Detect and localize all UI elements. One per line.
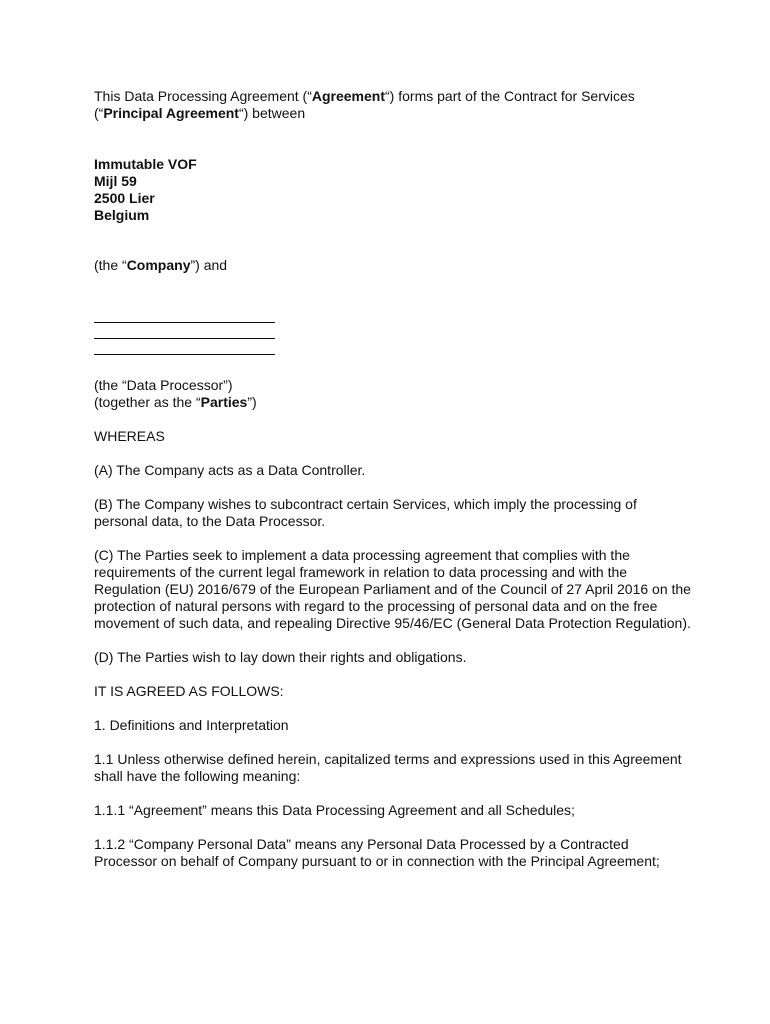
agreed-heading: IT IS AGREED AS FOLLOWS: [94, 683, 284, 699]
agreement-term: Agreement [311, 88, 386, 104]
clause-1-1-1: 1.1.1 “Agreement” means this Data Processing Agreement and all Schedules; [94, 802, 575, 818]
company-country: Belgium [94, 207, 150, 223]
recital-b: (B) The Company wishes to subcontract certain Services, which imply the processing of personal data, to the Data Processor. [94, 496, 637, 529]
company-term: Company [126, 257, 191, 273]
parties-term: Parties [200, 394, 248, 410]
company-city: 2500 Lier [94, 190, 155, 206]
recital-c: (C) The Parties seek to implement a data processing agreement that complies with the requirements of the current legal framework in relation to data processing and with the Regulation (EU) 2016/679 of the European Parliament and of the Council of 27 April 2016 on the protection of natural persons with regard to the processing of personal data and on the free movement of such data, and repealing Directive 95/46/EC (General Data Protection Regulation). [94, 547, 691, 631]
processor-reference: (the “Data Processor”) [94, 377, 233, 393]
processor-blank-lines [94, 307, 694, 355]
clause-1-1: 1.1 Unless otherwise defined herein, capitalized terms and expressions used in this Agreement shall have the following meaning: [94, 751, 682, 784]
principal-agreement-term: Principal Agreement [103, 105, 239, 121]
whereas-heading: WHEREAS [94, 428, 165, 444]
section-1-heading: 1. Definitions and Interpretation [94, 717, 289, 733]
company-reference: (the “Company”) and [94, 257, 228, 273]
blank-line [94, 339, 275, 355]
company-street: Mijl 59 [94, 173, 137, 189]
company-name: Immutable VOF [94, 156, 197, 172]
recital-a: (A) The Company acts as a Data Controller. [94, 462, 366, 478]
parties-reference: (together as the “Parties”) [94, 394, 257, 410]
clause-1-1-2: 1.1.2 “Company Personal Data” means any Personal Data Processed by a Contracted Processor on behalf of Company pursuant to or in connection with the Principal Agreement; [94, 836, 660, 869]
recital-d: (D) The Parties wish to lay down their rights and obligations. [94, 649, 467, 665]
company-address [94, 156, 694, 224]
blank-line [94, 307, 275, 323]
intro-paragraph: This Data Processing Agreement (“Agreement“) forms part of the Contract for Services (“Principal Agreement“) between [94, 88, 635, 121]
blank-line [94, 323, 275, 339]
document-page [94, 88, 694, 887]
